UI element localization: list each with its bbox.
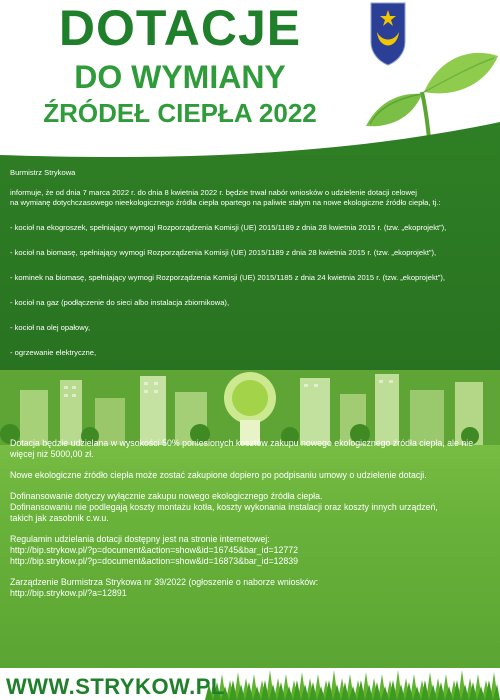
purchase-timing-paragraph: Nowe ekologiczne źródło ciepła może zostać zakupione dopiero po podpisaniu umowy o udzielenie dotacji. xyxy=(10,470,427,480)
title-line-1: DOTACJE xyxy=(58,0,302,56)
sender-name: Burmistrz Strykowa xyxy=(10,168,76,177)
list-item: - kocioł na ekogroszek, spełniający wymogi Rozporządzenia Komisji (UE) 2015/1189 z dnia 28 kwietnia 2015 r. (tzw. „ekoprojekt”), xyxy=(10,223,447,232)
title-line-3: ŹRÓDEŁ CIEPŁA 2022 xyxy=(43,98,317,128)
details-text xyxy=(10,438,490,599)
list-item: - kominek na biomasę, spełniający wymogi Rozporządzenia Komisji (UE) 2015/1185 z dnia 24 kwietnia 2015 r. (tzw. „ekoprojekt”), xyxy=(10,273,446,282)
scope-line-1: Dofinansowanie dotyczy wyłącznie zakupu nowego ekologicznego źródła ciepła. xyxy=(10,491,323,501)
ordinance-link[interactable]: http://bip.strykow.pl/?a=12891 xyxy=(10,588,127,598)
funding-amount-paragraph: Dotacja będzie udzielana w wysokości 50% poniesionych kosztów zakupu nowego ekologicznego źródła ciepła, ale nie więcej niż 5000,00 zł. xyxy=(10,438,474,459)
scope-line-3: takich jak zasobnik c.w.u. xyxy=(10,513,109,523)
regulations-link-2[interactable]: http://bip.strykow.pl/?p=document&action=show&id=16873&bar_id=12839 xyxy=(10,556,299,566)
list-item: - kocioł na gaz (podłączenie do sieci albo instalacja zbiornikowa), xyxy=(10,298,230,307)
intro-line-2: na wymianę dotychczasowego nieekologicznego źródła ciepła opartego na paliwie stałym na nowe ekologiczne źródło ciepła, tj.: xyxy=(10,198,441,207)
website-url[interactable]: WWW.STRYKOW.PL xyxy=(6,674,225,699)
regulations-line: Regulamin udzielania dotacji dostępny jest na stronie internetowej: xyxy=(10,534,270,544)
list-item: - ogrzewanie elektryczne, xyxy=(10,348,97,357)
cityscape-illustration xyxy=(0,370,500,445)
ordinance-line: Zarządzenie Burmistrza Strykowa nr 39/2022 (ogłoszenie o naborze wniosków: xyxy=(10,577,319,587)
regulations-link-1[interactable]: http://bip.strykow.pl/?p=document&action=show&id=16745&bar_id=12772 xyxy=(10,545,299,555)
list-item: - kocioł na olej opałowy, xyxy=(10,323,91,332)
announcement-text xyxy=(10,168,495,398)
intro-line-1: informuje, że od dnia 7 marca 2022 r. do dnia 8 kwietnia 2022 r. będzie trwał nabór wniosków o udzielenie dotacji celowej xyxy=(10,188,417,197)
scope-line-2: Dofinansowaniu nie podlegają koszty montażu kotła, koszty wykonania instalacji oraz koszty innych urządzeń, xyxy=(10,502,438,512)
list-item: - kocioł na biomasę, spełniający wymogi Rozporządzenia Komisji (UE) 2015/1189 z dnia 28 kwietnia 2015 r. (tzw. „ekoprojekt”), xyxy=(10,248,437,257)
coat-of-arms-icon xyxy=(370,2,406,66)
title-line-2: DO WYMIANY xyxy=(74,59,286,95)
